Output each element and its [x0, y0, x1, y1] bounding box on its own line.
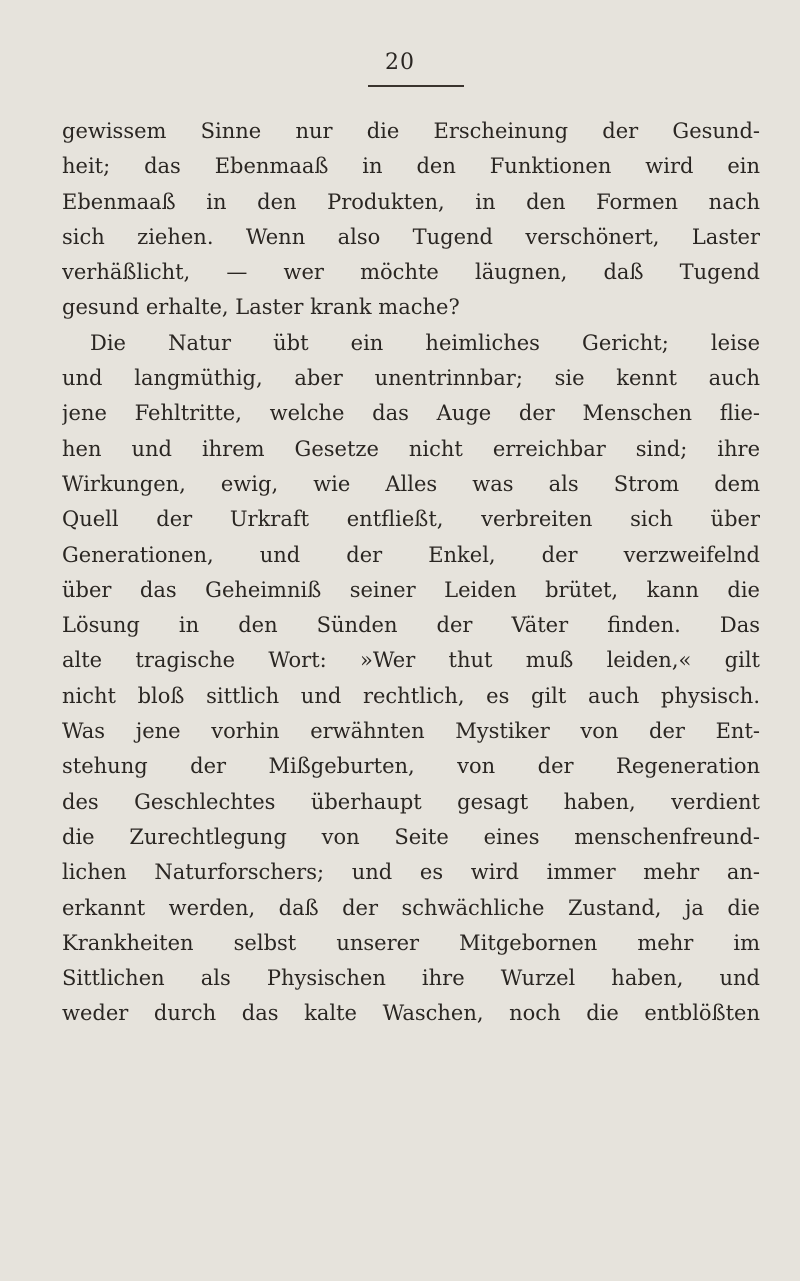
- text-line: Sittlichen als Physischen ihre Wurzel haben, und: [62, 966, 760, 991]
- text-line: heit; das Ebenmaaß in den Funktionen wird ein: [62, 154, 760, 179]
- text-line: Was jene vorhin erwähnten Mystiker von der Ent-: [62, 719, 760, 744]
- text-line: Die Natur übt ein heimliches Gericht; leise: [90, 330, 760, 355]
- text-line: gesund erhalte, Laster krank mache?: [62, 295, 460, 320]
- text-line: verhäßlicht, — wer möchte läugnen, daß Tugend: [62, 260, 760, 285]
- text-line: Krankheiten selbst unserer Mitgebornen mehr im: [62, 930, 760, 955]
- header-rule: [368, 85, 464, 87]
- text-line: Generationen, und der Enkel, der verzweifelnd: [62, 542, 760, 567]
- text-line: des Geschlechtes überhaupt gesagt haben, verdient: [62, 789, 760, 814]
- text-line: Quell der Urkraft entfließt, verbreiten sich über: [62, 507, 760, 532]
- text-line: sich ziehen. Wenn also Tugend verschönert, Laster: [62, 224, 760, 249]
- text-line: Wirkungen, ewig, wie Alles was als Strom dem: [62, 471, 760, 496]
- page-number: 20: [385, 50, 415, 75]
- text-line: gewissem Sinne nur die Erscheinung der Gesund-: [62, 119, 760, 143]
- text-line: jene Fehltritte, welche das Auge der Menschen flie-: [62, 401, 760, 426]
- text-line: lichen Naturforschers; und es wird immer mehr an-: [62, 860, 760, 885]
- text-line: Ebenmaaß in den Produkten, in den Formen nach: [62, 189, 760, 214]
- text-line: und langmüthig, aber unentrinnbar; sie kennt auch: [62, 366, 760, 391]
- text-line: über das Geheimniß seiner Leiden brütet, kann die: [62, 577, 760, 602]
- text-line: die Zurechtlegung von Seite eines menschenfreund-: [62, 824, 760, 849]
- text-line: hen und ihrem Gesetze nicht erreichbar sind; ihre: [62, 436, 760, 461]
- text-line: Lösung in den Sünden der Väter finden. Das: [62, 613, 760, 638]
- text-line: stehung der Mißgeburten, von der Regeneration: [62, 754, 760, 779]
- text-line: weder durch das kalte Waschen, noch die entblößten: [62, 1001, 760, 1026]
- body-text: [62, 114, 760, 1032]
- text-line: alte tragische Wort: »Wer thut muß leiden,« gilt: [62, 648, 760, 673]
- text-line: nicht bloß sittlich und rechtlich, es gilt auch physisch.: [62, 683, 760, 708]
- text-line: erkannt werden, daß der schwächliche Zustand, ja die: [62, 895, 760, 920]
